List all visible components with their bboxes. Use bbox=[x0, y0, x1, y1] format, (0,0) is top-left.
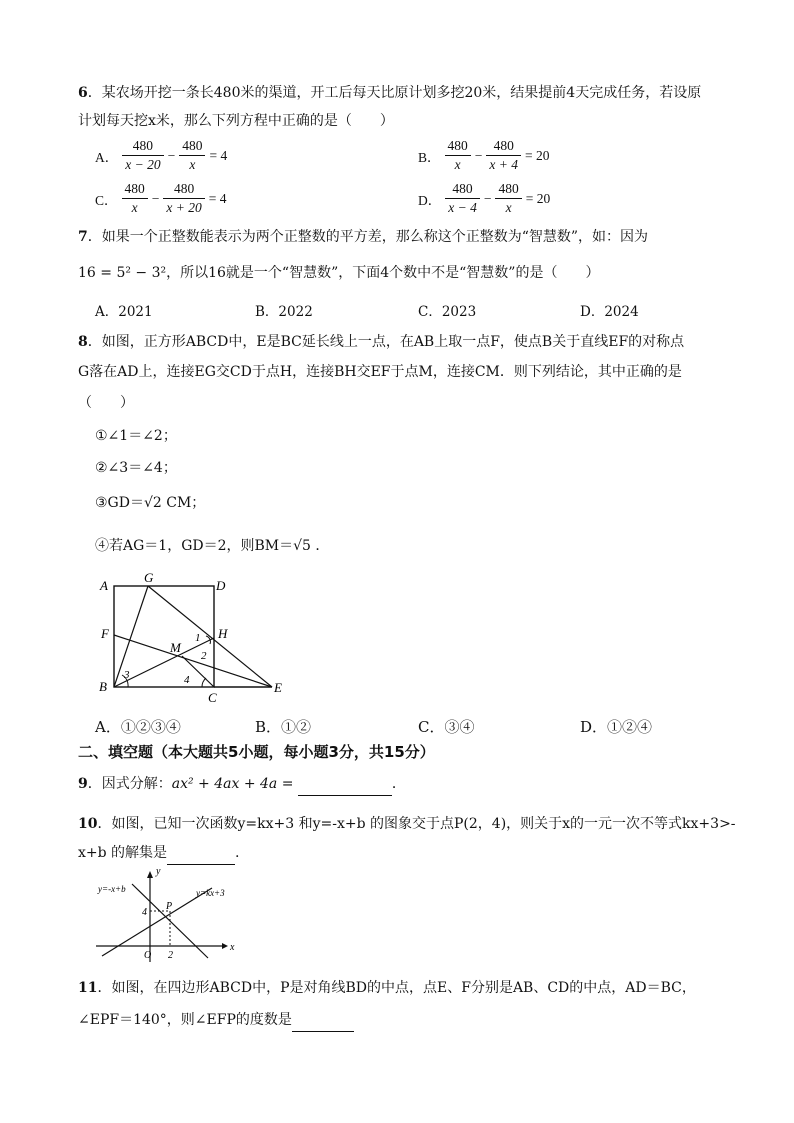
option-label: D． bbox=[418, 192, 442, 208]
label-a: A bbox=[100, 578, 108, 593]
statement-4: ④若AG＝1，GD＝2，则BM＝√5 ． bbox=[95, 538, 330, 554]
section-title: 二、填空题（本大题共5小题，每小题3分，共15分） bbox=[78, 743, 435, 761]
question-text: G落在AD上，连接EG交CD于点H，连接BH交EF于点M，连接CM．则下列结论，其中正确的是 bbox=[78, 364, 682, 380]
question-number: 8 bbox=[78, 334, 88, 350]
label-angle-4: 4 bbox=[184, 674, 190, 686]
question-text: 16 = 5² − 3²，所以16就是一个“智慧数”，下面4个数中不是“智慧数”的是（ ） bbox=[78, 265, 600, 281]
question-text: ．某农场开挖一条长480米的渠道，开工后每天比原计划多挖20米，结果提前4天完成任务，若设原 bbox=[87, 85, 702, 101]
rhs: = 20 bbox=[525, 190, 551, 206]
question-7 bbox=[78, 226, 738, 248]
label-angle-3: 3 bbox=[124, 669, 130, 681]
question-text: x+b 的解集是 bbox=[78, 845, 168, 861]
angle-arc bbox=[206, 636, 210, 644]
label-g: G bbox=[144, 570, 154, 585]
fraction: $\frac{480}{x}$ bbox=[495, 180, 521, 217]
question-text: 计划每天挖x米，那么下列方程中正确的是（ ） bbox=[78, 113, 394, 129]
label-line-k: y=kx+3 bbox=[196, 888, 225, 898]
label-p: P bbox=[166, 901, 173, 912]
option-b[interactable] bbox=[418, 137, 550, 174]
label-x: x bbox=[230, 942, 235, 953]
option-a[interactable] bbox=[95, 137, 227, 174]
label-f: F bbox=[101, 626, 109, 641]
option-b[interactable]: B．①② bbox=[255, 718, 312, 736]
statement-3: ③GD＝√2 CM； bbox=[95, 495, 206, 511]
operator: − bbox=[474, 147, 483, 163]
fraction: $\frac{480}{x}$ bbox=[122, 180, 148, 217]
question-number: 11 bbox=[78, 980, 98, 996]
question-text: ．如图，正方形ABCD中，E是BC延长线上一点，在AB上取一点F，使点B关于直线EF的对称点 bbox=[87, 334, 685, 350]
fraction: $\frac{480}{x}$ bbox=[445, 137, 471, 174]
question-text: ．如果一个正整数能表示为两个正整数的平方差，那么称这个正整数为“智慧数”，如：因为 bbox=[87, 229, 649, 245]
label-m: M bbox=[170, 640, 181, 655]
question-9: 9．因式分解：ax² + 4ax + 4a = ． bbox=[78, 773, 738, 796]
question-8-line2 bbox=[78, 361, 738, 383]
fraction: $\frac{480}{x}$ bbox=[179, 137, 205, 174]
label-2: 2 bbox=[168, 950, 173, 961]
question-10 bbox=[78, 813, 738, 835]
line-fe bbox=[114, 635, 272, 687]
label-d: D bbox=[216, 578, 226, 593]
label-line-b: y=-x+b bbox=[98, 884, 126, 894]
rhs: = 4 bbox=[209, 147, 228, 163]
operator: − bbox=[151, 190, 160, 206]
option-c[interactable]: C．③④ bbox=[418, 718, 475, 736]
question-8 bbox=[78, 331, 738, 353]
statement-2: ②∠3＝∠4； bbox=[95, 460, 177, 476]
fraction: $\frac{480}{x - 4}$ bbox=[445, 180, 480, 217]
answer-blank[interactable] bbox=[298, 773, 392, 796]
label-angle-1: 1 bbox=[195, 632, 201, 644]
statement-1: ①∠1＝∠2； bbox=[95, 428, 177, 444]
option-d[interactable]: D．2024 bbox=[580, 304, 639, 320]
option-c[interactable]: C．2023 bbox=[418, 304, 477, 320]
expression: ax² + 4ax + 4a = bbox=[171, 776, 294, 792]
x-axis-arrow bbox=[222, 943, 228, 949]
option-b[interactable]: B．2022 bbox=[255, 304, 313, 320]
option-d[interactable]: D．①②④ bbox=[580, 718, 653, 736]
option-c[interactable] bbox=[95, 180, 227, 217]
option-d[interactable] bbox=[418, 180, 550, 217]
line-ge bbox=[148, 586, 272, 687]
label-y: y bbox=[156, 866, 161, 877]
question-11 bbox=[78, 977, 738, 999]
answer-blank[interactable] bbox=[292, 1009, 354, 1032]
question-6 bbox=[78, 82, 738, 104]
question-number: 9 bbox=[78, 776, 88, 792]
question-text: ．如图，已知一次函数y=kx+3 和y=-x+b 的图象交于点P(2，4)，则关于x的一元一次不等式kx+3>- bbox=[97, 816, 736, 832]
label-angle-2: 2 bbox=[201, 650, 207, 662]
answer-blank[interactable] bbox=[167, 842, 235, 865]
fraction: $\frac{480}{x + 4}$ bbox=[486, 137, 521, 174]
label-origin: O bbox=[144, 950, 152, 961]
question-number: 10 bbox=[78, 816, 98, 832]
question-8-line3 bbox=[78, 392, 738, 414]
question-text: ∠EPF＝140°，则∠EFP的度数是 bbox=[78, 1012, 292, 1028]
rhs: = 20 bbox=[525, 147, 550, 163]
question-text: （ ） bbox=[78, 395, 134, 411]
option-label: C． bbox=[95, 192, 118, 208]
label-b: B bbox=[99, 679, 107, 694]
question-11-line2 bbox=[78, 1009, 738, 1032]
question-text: ．因式分解： bbox=[87, 776, 172, 792]
operator: − bbox=[483, 190, 492, 206]
fraction: $\frac{480}{x - 20}$ bbox=[122, 137, 163, 174]
option-a[interactable]: A．①②③④ bbox=[95, 718, 181, 736]
geometry-figure bbox=[92, 570, 302, 705]
label-c: C bbox=[208, 690, 217, 705]
fraction: $\frac{480}{x + 20}$ bbox=[163, 180, 204, 217]
y-axis-arrow bbox=[147, 871, 153, 878]
option-label: A． bbox=[95, 149, 119, 165]
question-text: ．如图，在四边形ABCD中，P是对角线BD的中点，点E、F分别是AB、CD的中点，AD＝BC， bbox=[97, 980, 696, 996]
question-6-line2 bbox=[78, 110, 738, 132]
option-label: B． bbox=[418, 149, 441, 165]
function-graph bbox=[92, 866, 242, 964]
operator: − bbox=[167, 147, 176, 163]
label-e: E bbox=[274, 680, 282, 695]
question-number: 6 bbox=[78, 85, 88, 101]
question-7-line2 bbox=[78, 262, 738, 284]
rhs: = 4 bbox=[208, 190, 227, 206]
label-4: 4 bbox=[142, 907, 147, 918]
question-number: 7 bbox=[78, 229, 88, 245]
question-10-line2: x+b 的解集是 . bbox=[78, 842, 738, 865]
option-a[interactable]: A．2021 bbox=[95, 304, 153, 320]
label-h: H bbox=[218, 626, 228, 641]
